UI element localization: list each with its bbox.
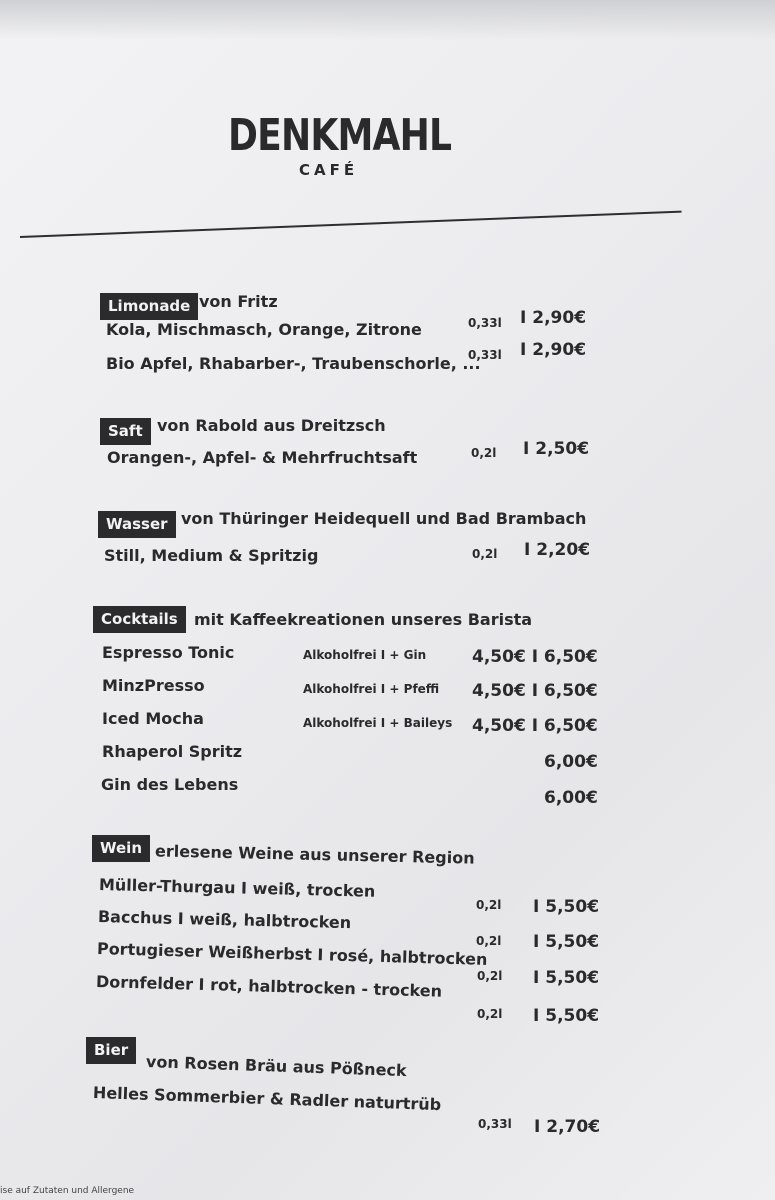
menu-item-price: 4,50€ I 6,50€	[472, 647, 598, 667]
menu-item-name: Bacchus I weiß, halbtrocken	[97, 907, 352, 933]
menu-item-size: 0,33l	[468, 348, 502, 362]
section-subtitle-limonade: von Fritz	[199, 292, 278, 311]
menu-item-price: I 2,90€	[520, 340, 587, 360]
menu-item-name: Portugieser Weißherbst I rosé, halbtrocken	[96, 939, 488, 969]
menu-item-price: 4,50€ I 6,50€	[472, 681, 598, 701]
menu-item-price: I 5,50€	[533, 968, 600, 988]
section-subtitle-wein: erlesene Weine aus unserer Region	[154, 841, 475, 868]
menu-item-size: 0,2l	[472, 547, 498, 561]
menu-item-size: 0,33l	[478, 1117, 512, 1131]
menu-item-name: Bio Apfel, Rhabarber-, Traubenschorle, ...	[106, 354, 481, 373]
menu-item-price: 4,50€ I 6,50€	[472, 716, 598, 736]
section-tag-wasser: Wasser	[98, 511, 176, 538]
menu-item-price: I 2,70€	[534, 1117, 601, 1137]
menu-item-price: 6,00€	[544, 752, 598, 772]
section-tag-bier: Bier	[86, 1037, 136, 1064]
menu-item-name: Müller-Thurgau I weiß, trocken	[98, 875, 376, 901]
menu-item-name: Orangen-, Apfel- & Mehrfruchtsaft	[107, 448, 418, 467]
section-subtitle-bier: von Rosen Bräu aus Pößneck	[145, 1052, 407, 1081]
cafe-logo: DENKMAHL	[228, 110, 452, 161]
menu-item-price: I 2,50€	[523, 439, 590, 459]
section-tag-limonade: Limonade	[100, 293, 198, 320]
menu-item-size: 0,2l	[476, 934, 502, 948]
section-tag-saft: Saft	[100, 418, 151, 445]
menu-item-size: 0,2l	[471, 446, 497, 460]
menu-item-price: I 5,50€	[533, 1006, 600, 1026]
menu-item-price: I 5,50€	[533, 897, 600, 917]
menu-item-price: I 2,90€	[520, 308, 587, 328]
menu-item-price: I 2,20€	[524, 540, 591, 560]
menu-item-name: Helles Sommerbier & Radler naturtrüb	[92, 1083, 442, 1115]
menu-item-note: Alkoholfrei I + Baileys	[303, 716, 453, 730]
menu-item-size: 0,33l	[468, 316, 502, 330]
section-subtitle-wasser: von Thüringer Heidequell und Bad Brambach	[181, 509, 587, 528]
header-divider	[20, 211, 682, 238]
menu-item-size: 0,2l	[476, 898, 502, 912]
section-tag-cocktails: Cocktails	[93, 606, 186, 633]
footer-note: ise auf Zutaten und Allergene	[0, 1186, 135, 1196]
menu-item-name: Kola, Mischmasch, Orange, Zitrone	[106, 320, 422, 339]
menu-item-name: Espresso Tonic	[102, 643, 235, 662]
menu-item-price: I 5,50€	[533, 932, 600, 952]
menu-item-note: Alkoholfrei I + Gin	[303, 648, 427, 662]
menu-item-note: Alkoholfrei I + Pfeffi	[303, 682, 440, 696]
section-tag-wein: Wein	[92, 835, 150, 862]
section-subtitle-saft: von Rabold aus Dreitzsch	[157, 416, 386, 435]
menu-item-price: 6,00€	[544, 788, 598, 808]
menu-item-name: Dornfelder I rot, halbtrocken - trocken	[95, 972, 443, 1001]
menu-item-name: Iced Mocha	[102, 709, 204, 728]
menu-item-name: MinzPresso	[102, 676, 205, 695]
menu-item-size: 0,2l	[477, 1007, 503, 1021]
menu-item-size: 0,2l	[477, 969, 503, 983]
paper-shadow	[0, 0, 775, 40]
menu-item-name: Still, Medium & Spritzig	[104, 546, 319, 565]
menu-item-name: Gin des Lebens	[101, 775, 239, 794]
cafe-logo-subtitle: CAFÉ	[299, 161, 359, 179]
menu-item-name: Rhaperol Spritz	[102, 742, 243, 761]
section-subtitle-cocktails: mit Kaffeekreationen unseres Barista	[194, 610, 533, 629]
